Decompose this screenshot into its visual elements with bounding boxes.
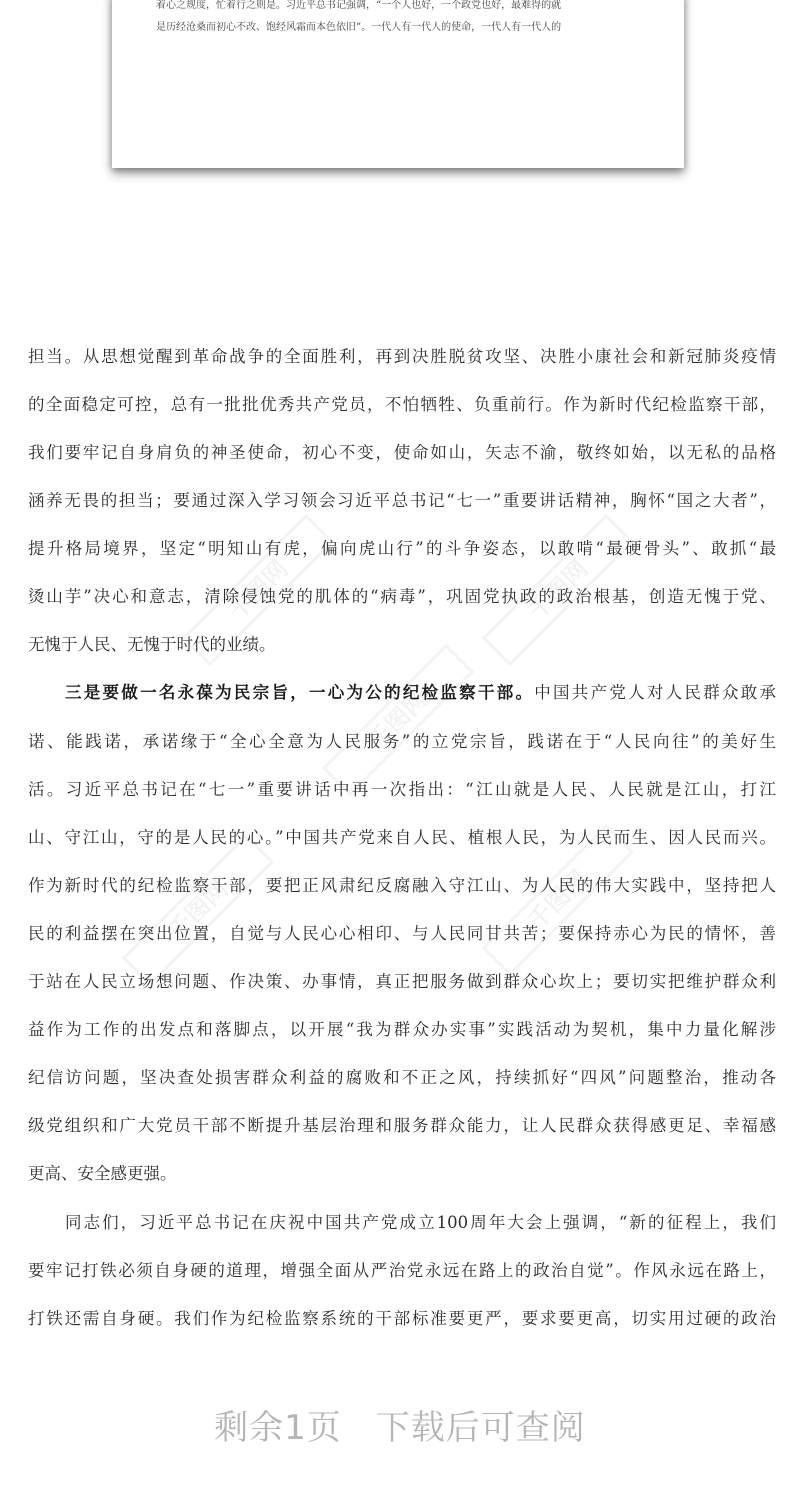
text-line: 级党组织和广大党员干部不断提升基层治理和服务群众能力，让人民群众获得感更足、幸福感 bbox=[28, 1116, 776, 1135]
remaining-pages-notice[interactable] bbox=[0, 1400, 800, 1449]
text-line: 要牢记打铁必须自身硬的道理，增强全面从严治党永远在路上的政治自觉”。作风永远在路上， bbox=[28, 1261, 776, 1280]
text-line: 无愧于人民、无愧于时代的业绩。 bbox=[28, 635, 276, 654]
text-line: 的全面稳定可控，总有一批批优秀共产党员，不怕牺牲、负重前行。作为新时代纪检监察干部， bbox=[28, 395, 776, 414]
text-line: 诺、能践诺，承诺缘于“全心全意为人民服务”的立党宗旨，践诺在于“人民向往”的美好生 bbox=[28, 732, 776, 751]
text-line: 作为新时代的纪检监察干部，要把正风肃纪反腐融入守江山、为人民的伟大实践中，坚持把人 bbox=[28, 876, 776, 895]
text-line: 山、守江山，守的是人民的心。”中国共产党来自人民、植根人民，为人民而生、因人民而兴。 bbox=[28, 828, 776, 847]
text-line: 更高、安全感更强。 bbox=[28, 1164, 177, 1183]
remaining-pages-count: 剩余1页 bbox=[214, 1408, 342, 1448]
text-line: 民的利益摆在突出位置，自觉与人民心心相印、与人民同甘共苦；要保持赤心为民的情怀，善 bbox=[28, 924, 776, 943]
text-line: 益作为工作的出发点和落脚点，以开展“我为群众办实事”实践活动为契机，集中力量化解涉 bbox=[28, 1020, 776, 1039]
watermark-logo: 千图网 bbox=[322, 644, 475, 797]
text-line: 提升格局境界，坚定“明知山有虎，偏向虎山行”的斗争姿态，以敢啃“最硬骨头”、敢抓“最 bbox=[28, 539, 776, 558]
text-line: 打铁还需自身硬。我们作为纪检监察系统的干部标准要更严，要求要更高，切实用过硬的政治 bbox=[28, 1309, 776, 1328]
watermark-logo: 千图网 bbox=[482, 514, 635, 667]
text-line: 纪信访问题，坚决查处损害群众利益的腐败和不正之风，持续抓好“四风”问题整治，推动各 bbox=[28, 1068, 776, 1087]
watermark-logo: 千图网 bbox=[122, 834, 275, 987]
preview-page-card bbox=[112, 0, 684, 168]
text-line: 于站在人民立场想问题、作决策、办事情，真正把服务做到群众心坎上；要切实把维护群众利 bbox=[28, 972, 776, 991]
text-line: 我们要牢记自身肩负的神圣使命，初心不变，使命如山，矢志不渝，敬终如始，以无私的品格 bbox=[28, 443, 776, 462]
text-line: 同志们，习近平总书记在庆祝中国共产党成立100周年大会上强调，“新的征程上，我们 bbox=[65, 1213, 776, 1232]
download-to-view-text: 下载后可查阅 bbox=[375, 1408, 586, 1448]
text-line: 担当。从思想觉醒到革命战争的全面胜利，再到决胜脱贫攻坚、决胜小康社会和新冠肺炎疫情 bbox=[28, 347, 776, 366]
text-line: 活。习近平总书记在“七一”重要讲话中再一次指出：“江山就是人民、人民就是江山，打江 bbox=[28, 780, 776, 799]
paragraph-first-line bbox=[28, 678, 776, 708]
text-line: 涵养无畏的担当；要通过深入学习领会习近平总书记“七一”重要讲话精神，胸怀“国之大者”， bbox=[28, 491, 776, 510]
preview-line: 是历经沧桑而初心不改、饱经风霜而本色依旧”。一代人有一代人的使命，一代人有一代人的 bbox=[156, 22, 562, 33]
preview-line: 着心之规度，忙着行之则是。习近平总书记强调，“一个人也好，一个政党也好，最难得的就 bbox=[156, 0, 562, 11]
watermark-logo: 千图网 bbox=[482, 824, 635, 977]
paragraph-lead-heading: 三是要做一名永葆为民宗旨，一心为公的纪检监察干部。 bbox=[65, 683, 535, 702]
watermark-logo: 千图网 bbox=[182, 514, 335, 667]
text-line: 烫山芋”决心和意志，清除侵蚀党的肌体的“病毒”，巩固党执政的政治根基，创造无愧于党、 bbox=[28, 587, 776, 606]
text-run: 中国共产党人对人民群众敢承 bbox=[534, 683, 777, 702]
